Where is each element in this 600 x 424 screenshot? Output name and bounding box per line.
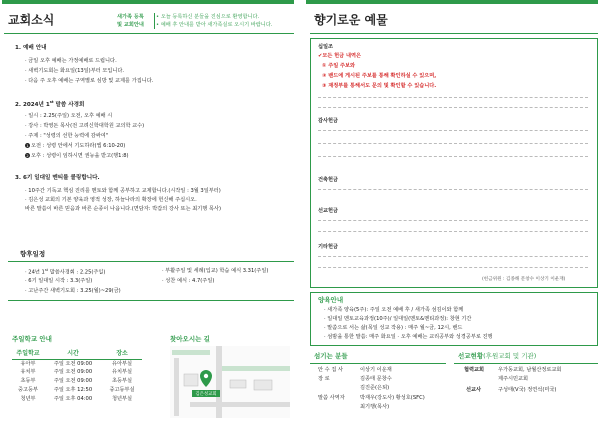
welcome-line-2: • 예배 후 안내를 받아 새가족실로 오시기 바랍니다. <box>156 22 273 28</box>
news-heading-2: 2. 2024년 1st 말씀 사경회 <box>15 100 85 108</box>
server-names: 이상기 이운재 <box>360 367 392 373</box>
offering-category-label: 건축헌금 <box>318 177 339 183</box>
map-road <box>190 402 290 407</box>
server-names: 김진준(은퇴) <box>360 385 390 391</box>
welcome-divider <box>154 13 155 29</box>
news-3-line: · 김은성 교회의 기본 양육과 영적 성장, 하늘나라의 확장에 헌신해 주십시오. <box>25 197 197 203</box>
news-1-line: · 다음 주 오후 예배는 구역별로 심방 및 교제를 가집니다. <box>25 78 154 84</box>
offering-rule <box>318 97 588 98</box>
notice-line: ✔모든 헌금 내역은 <box>318 53 362 59</box>
header-divider <box>4 33 294 34</box>
top-green-bar <box>2 0 294 4</box>
map-building <box>254 380 272 390</box>
schedule-item: · 고난주간 새벽기도회 : 3.25(월)~29(금) <box>25 288 121 294</box>
offering-rule <box>318 256 588 257</box>
left-page <box>2 0 294 424</box>
news-heading-3: 3. 6기 일대일 멘티를 콜링합니다. <box>15 175 100 181</box>
server-role: 장 로 <box>318 376 330 382</box>
nurture-title: 양육안내 <box>318 296 344 304</box>
offering-rule <box>318 156 588 157</box>
map-road <box>172 350 210 355</box>
servers-divider <box>310 363 446 364</box>
notice-line: ② 밴드에 게시된 주보를 통해 확인하실 수 있으며, <box>322 73 437 79</box>
offering-rule <box>318 130 588 131</box>
offering-rule <box>318 189 588 190</box>
offering-category-label: 기타헌금 <box>318 244 339 250</box>
table-header-row <box>12 349 142 359</box>
missions-title: 선교현황(후원교회 및 기관) <box>458 352 537 360</box>
map-building <box>184 374 198 386</box>
map-church-label-text: 김은성교회 <box>195 392 217 398</box>
table-row: 유아부 주일 오전 09:00 유아부실 <box>20 360 133 367</box>
schedule-item: · 부활주일 및 세례(입교) 학습 예식 3.31(주일) <box>162 268 269 274</box>
news-2-line: · 주제 : "성령의 선한 능력에 감싸여" <box>25 133 109 139</box>
top-green-bar <box>306 0 598 4</box>
welcome-line-1: • 오늘 등록하신 분들을 진심으로 환영합니다. <box>156 14 260 20</box>
welcome-label-2: 및 교회안내 <box>117 22 144 28</box>
news-2-line: · 강사 : 박영돈 목사(전 고려신학대학원 교의학 교수) <box>25 123 145 129</box>
col-header: 주일학교 <box>16 350 40 357</box>
mission-names: 제주시민교회 <box>498 376 529 382</box>
schedule-item: · 24년 1st 말씀사경회 : 2.25(주일) <box>25 268 106 276</box>
offering-rule <box>318 107 588 108</box>
news-3-line: · 10주간 기독교 핵심 진리를 멘토와 함께 공부하고 교제합니다.(시작일 : 3월 3일부터) <box>25 188 221 194</box>
news-1-line: · 금일 오후 예배는 가정예배로 드립니다. <box>25 58 117 64</box>
schedule-item: · 성찬 예식 : 4.7(주일) <box>162 278 215 284</box>
nurture-line: · 말씀으로 서는 삶(목일 성교 작용) : 매주 월~금, 12시, 밴드 <box>324 325 463 331</box>
notice-line: ① 주일 주보와 <box>322 63 356 69</box>
servers-title: 섬기는 분들 <box>314 352 348 360</box>
server-names: 박재우(강도사) 황성호(SFC) <box>360 395 425 401</box>
table-row: 초등부 주일 오전 09:00 초등부실 <box>20 378 133 385</box>
notice-line: ③ 재정부를 통해서도 문의 및 확인할 수 있습니다. <box>322 83 437 89</box>
directions-title: 찾아오시는 길 <box>170 335 210 343</box>
mission-role: 선교사 <box>466 387 482 393</box>
welcome-label-1: 새가족 등록 <box>117 14 144 20</box>
map-road <box>222 366 290 371</box>
schedule-title: 향후일정 <box>20 250 46 258</box>
number-badge: 2 <box>26 153 29 158</box>
page-title-news: 교회소식 <box>8 13 55 27</box>
news-2-item: 1 오전 : 성령 안에서 기도하라(엡 6:10-20) <box>26 143 126 149</box>
table-row: 청년부 주일 오후 04:00 청년부실 <box>20 396 133 403</box>
page-title-offerings: 향기로운 예물 <box>314 13 388 27</box>
nurture-line: · 섬밤을 통한 말씀: 매주 화요일 · 오후 예배는 교리공부와 성경공부로 진행 <box>324 334 493 340</box>
sunday-school-table <box>12 349 142 404</box>
map-road <box>174 358 179 416</box>
news-2-line: · 일시 : 2.25(주일) 오전, 오후 예배 시 <box>25 113 113 119</box>
nurture-line: · 새가족 양육(5주): 주일 오전 예배 후 / 새가족 섬김이와 함께 <box>324 307 464 313</box>
schedule-item: · 6기 일대일 시작 : 3.3(주일) <box>25 278 93 284</box>
tithe-label: 십일조 <box>318 44 334 50</box>
map-road <box>216 346 222 418</box>
offering-rule <box>318 220 588 221</box>
schedule-divider <box>8 261 294 262</box>
col-header: 장소 <box>116 350 128 357</box>
header-divider <box>310 33 598 34</box>
offering-category-label: 감사헌금 <box>318 118 339 124</box>
server-role: 안 수 집 사 <box>318 367 343 373</box>
mission-role: 협력교회 <box>464 367 485 373</box>
server-names: 최기행(목사) <box>360 404 390 410</box>
offering-rule <box>318 267 588 268</box>
table-row: 유치부 주일 오전 09:00 유치부실 <box>20 369 133 376</box>
news-2-item: 2 오후 : 성령이 임하시면 권능을 받고(행1:8) <box>26 153 129 159</box>
mission-names: 구성태(V국) 정연석(미국) <box>498 387 557 393</box>
directions-map[interactable] <box>170 346 290 418</box>
table-row: 중고등부 주일 오후 12:50 중고등부실 <box>17 387 135 394</box>
sunday-school-title: 주일학교 안내 <box>12 335 52 343</box>
mission-names: 우가동교회, 남월산정로교회 <box>498 367 562 373</box>
server-names: 김종태 문창수 <box>360 376 392 382</box>
news-1-line: · 새벽기도회는 화요일(13일)부터 모입니다. <box>25 68 125 74</box>
number-badge: 1 <box>26 143 29 148</box>
schedule-bottom-divider <box>8 300 294 301</box>
right-page <box>306 0 598 424</box>
nurture-line: · 일대일 멘토교육과정(10주)/ 일대일(멘토&멘티과정): 창현 기간 <box>324 316 472 322</box>
news-3-line: 바른 말씀이 바른 믿음과 바른 순종이 나옵니다.(면담자: 박갑의 강사 또는 최기행 목사) <box>25 206 221 212</box>
offering-category-label: 선교헌금 <box>318 208 339 214</box>
offering-rule <box>318 231 588 232</box>
server-role: 말씀 사역자 <box>318 395 345 401</box>
offering-committee-note: (헌금위원 : 김종해 문창수 이상기 이운재) <box>482 277 566 282</box>
col-header: 시간 <box>67 350 79 357</box>
map-building <box>230 380 246 388</box>
missions-divider <box>454 363 598 364</box>
news-heading-1: 1. 예배 안내 <box>15 45 47 51</box>
offering-rule <box>318 143 588 144</box>
